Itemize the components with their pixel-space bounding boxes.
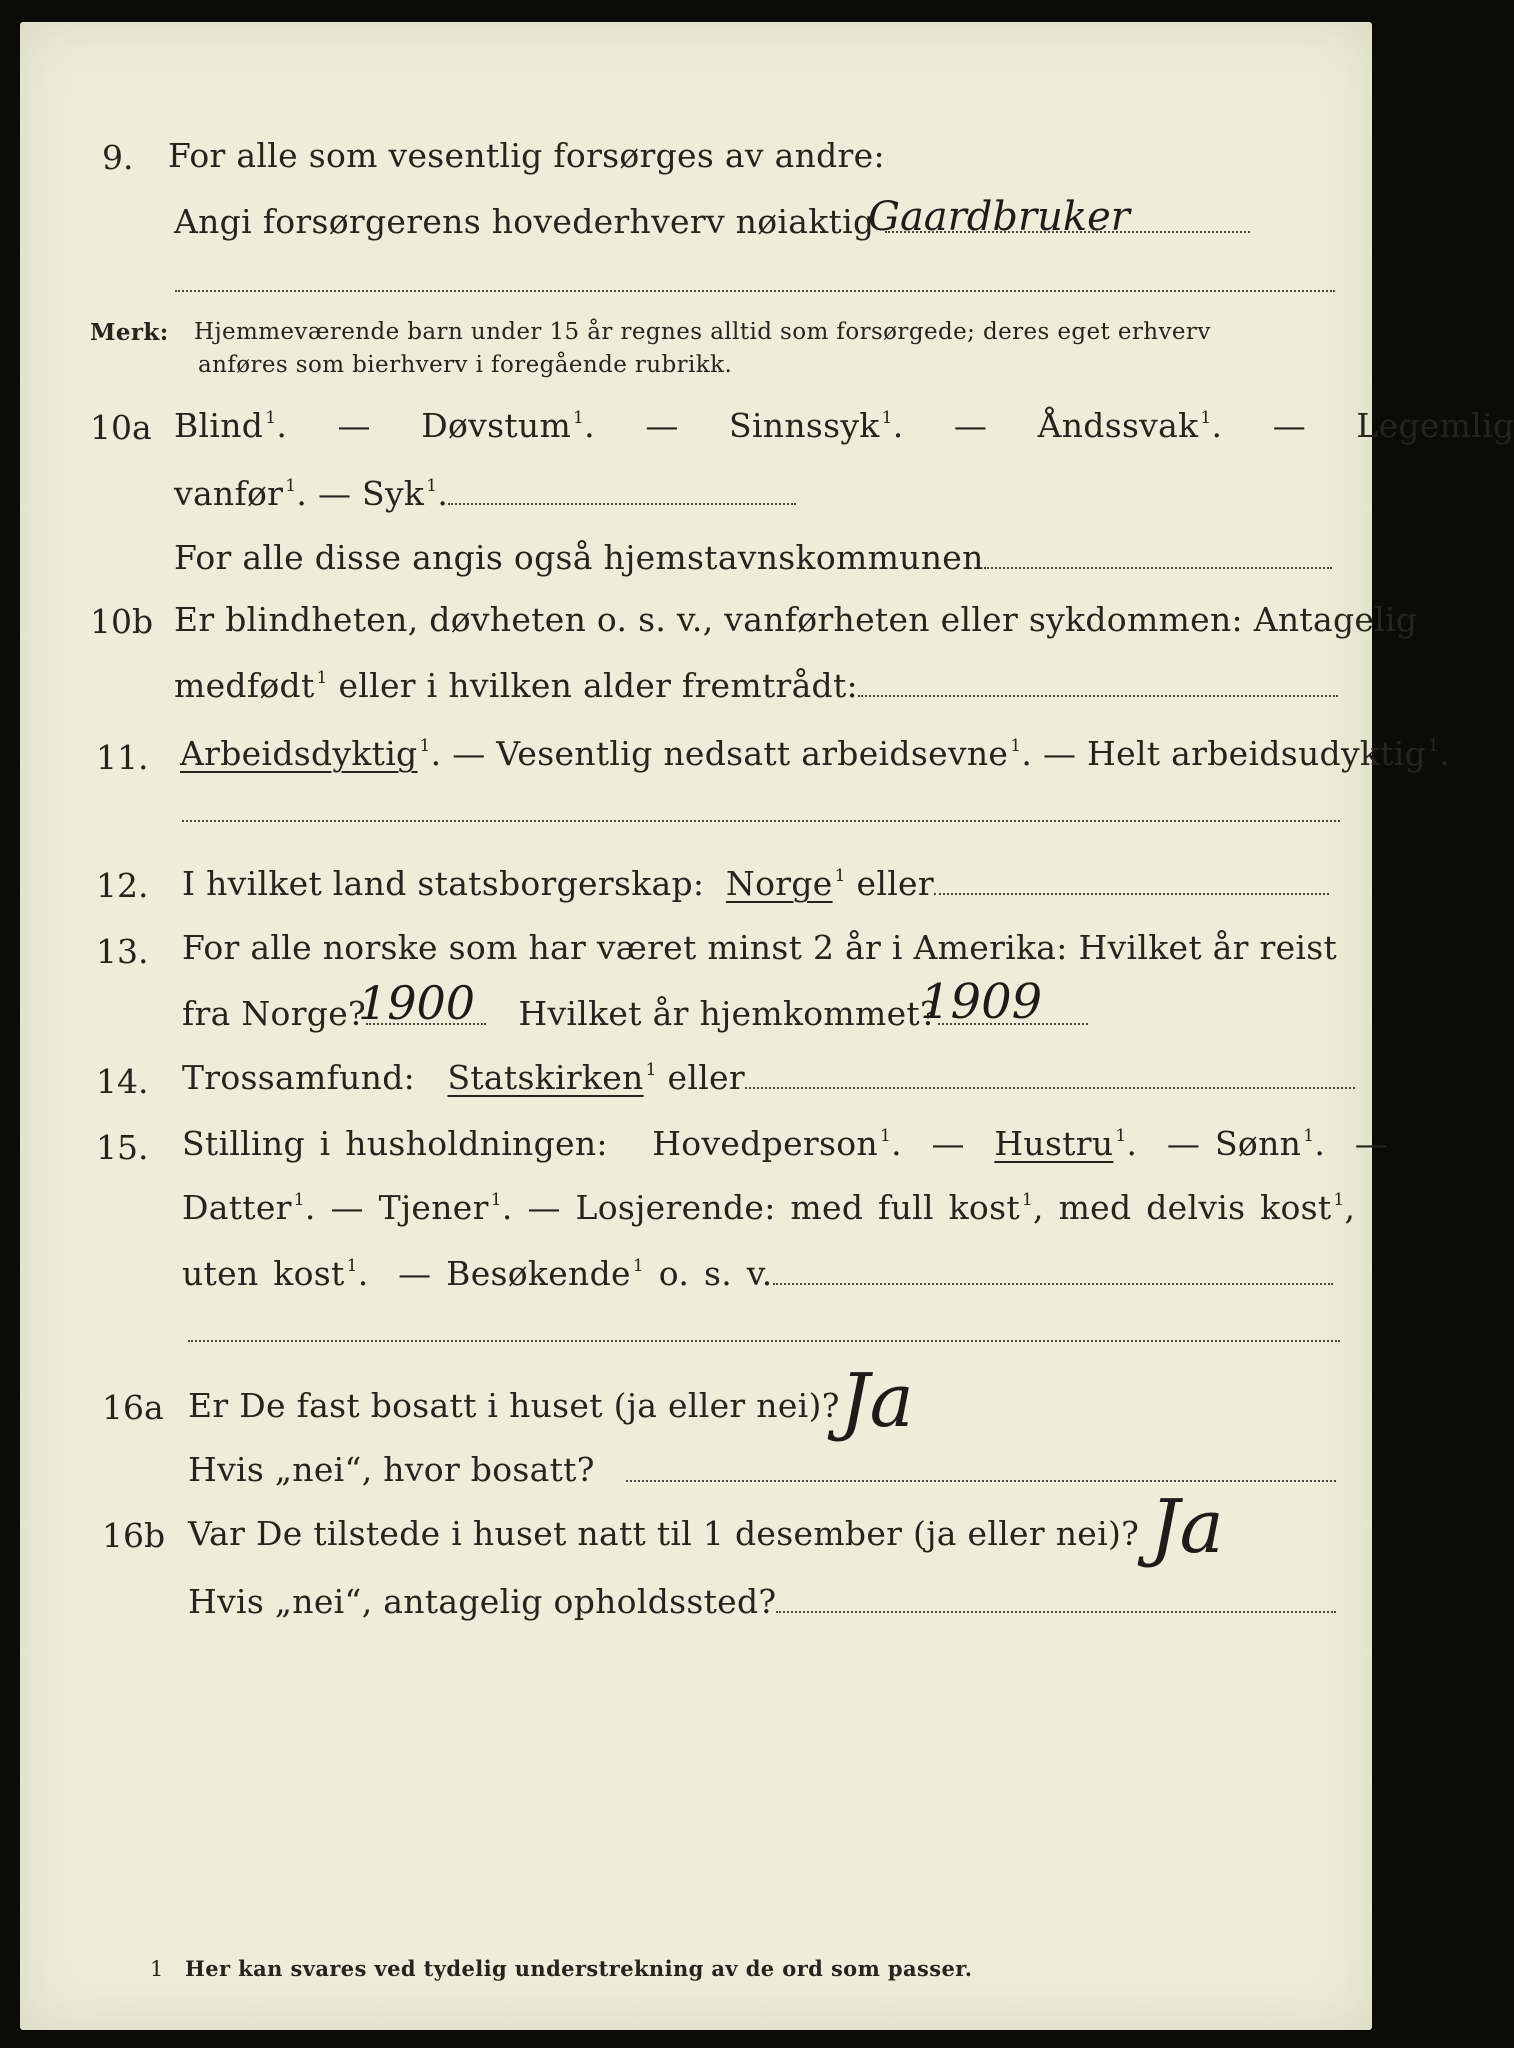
- option-legemlig: Legemlig: [1356, 406, 1514, 445]
- q11-line: Arbeidsdyktig $^1$. — Vesentlig nedsatt arbeidsevne $^1$. — Helt arbeidsudyktig $^1$.: [180, 734, 1450, 773]
- q16b-handwritten-answer: Ja: [1150, 1484, 1224, 1570]
- option-delvis-kost: , med delvis kost: [1033, 1188, 1332, 1227]
- q13-hjemkommet-question: Hvilket år hjemkommet?: [518, 994, 938, 1033]
- q9-line1: For alle som vesentlig forsørges av andre:: [168, 136, 885, 175]
- option-eller: eller: [856, 864, 934, 903]
- q10a-hjemstavn-question: For alle disse angis også hjemstavnskommunen: [174, 538, 984, 577]
- q15-continuation-line: [188, 1340, 1340, 1342]
- q12-number: 12.: [96, 866, 149, 905]
- q10b-line2: medfødt $^1$ eller i hvilken alder fremtrådt:: [174, 666, 1338, 705]
- dash: —: [1272, 406, 1306, 445]
- q15-line3: uten kost $^1$. — Besøkende $^1$ o. s. v.: [182, 1254, 1333, 1293]
- option-helt-arbeidsudyktig: — Helt arbeidsudyktig: [1042, 734, 1427, 773]
- option-uten-kost: uten kost: [182, 1254, 345, 1293]
- option-hovedperson: Hovedperson: [652, 1124, 878, 1163]
- q14-number: 14.: [96, 1062, 149, 1101]
- q10a-line2: vanfør $^1$. — Syk $^1$.: [174, 474, 796, 513]
- footnote-text: Her kan svares ved tydelig understrekning av de ord som passer.: [185, 1956, 973, 1981]
- option-medfodt: medfødt: [174, 666, 315, 705]
- option-sonn: — Sønn: [1166, 1124, 1302, 1163]
- q13-number: 13.: [96, 932, 149, 971]
- option-tjener: — Tjener: [330, 1188, 489, 1227]
- q15-line1: Stilling i husholdningen: Hovedperson $^1$. — Hustru $^1$. — Sønn $^1$. —: [182, 1124, 1388, 1163]
- q15-number: 15.: [96, 1128, 149, 1167]
- q16a-number: 16a: [102, 1388, 164, 1427]
- q12-answer-line: [934, 893, 1329, 895]
- q16b-line2: [188, 1582, 1336, 1621]
- q10a-line3: [174, 538, 1332, 577]
- q9-handwritten-answer: Gaardbruker: [868, 194, 1130, 240]
- footnote: [150, 1956, 972, 1981]
- q16a-handwritten-answer: Ja: [840, 1358, 914, 1444]
- option-datter: Datter: [182, 1188, 292, 1227]
- q16b-answer-line: [776, 1611, 1336, 1613]
- q11-number: 11.: [96, 738, 149, 777]
- q10b-answer-line: [858, 695, 1338, 697]
- dash: —: [1354, 1124, 1388, 1163]
- q13-handwritten-year-hjemkommet: 1909: [920, 974, 1043, 1030]
- census-form-page: [20, 22, 1514, 2030]
- q10b-number: 10b: [90, 602, 154, 641]
- q16b-number: 16b: [102, 1516, 166, 1555]
- dash: —: [337, 406, 371, 445]
- q14-question: Trossamfund:: [182, 1058, 416, 1097]
- q13-line1: For alle norske som har været minst 2 år i Amerika: Hvilket år reist: [182, 928, 1338, 967]
- q9-question: Angi forsørgerens hovederhverv nøiaktig: [174, 202, 875, 241]
- option-blind: Blind: [174, 406, 264, 445]
- option-statskirken-underlined: Statskirken: [447, 1058, 644, 1097]
- merk-line2: anføres som bierhverv i foregående rubrikk.: [198, 352, 733, 378]
- q14-line: Trossamfund: Statskirken $^1$ eller: [182, 1058, 1355, 1097]
- q16a-answer-line: [626, 1480, 1336, 1482]
- q16b-opholdssted-question: Hvis „nei“, antagelig opholdssted?: [188, 1582, 777, 1621]
- q10a-hjemstavn-line: [984, 567, 1332, 569]
- option-andssvak: Åndssvak: [1037, 406, 1199, 445]
- dash: —: [953, 406, 988, 445]
- q10a-answer-line: [448, 503, 796, 505]
- option-vanfor: vanfør: [174, 474, 284, 513]
- option-besokende: — Besøkende: [398, 1254, 631, 1293]
- q9-continuation-line: [175, 290, 1335, 292]
- option-eller: eller: [667, 1058, 745, 1097]
- q15-answer-line: [773, 1283, 1333, 1285]
- q13-reist-question: fra Norge?: [182, 994, 367, 1033]
- q15-line2: Datter $^1$. — Tjener $^1$. — Losjerende: med full kost $^1$, med delvis kost $^1$,: [182, 1188, 1356, 1227]
- q12-line: I hvilket land statsborgerskap: Norge $^1$ eller: [182, 864, 1329, 903]
- option-syk: — Syk: [317, 474, 425, 513]
- q14-answer-line: [745, 1087, 1355, 1089]
- q15-question: Stilling i husholdningen:: [182, 1124, 608, 1163]
- merk-label: Merk:: [90, 319, 169, 346]
- q10a-number: 10a: [90, 408, 152, 447]
- footnote-mark: 1: [150, 1957, 164, 1981]
- dash: —: [645, 406, 679, 445]
- q16a-line2: Hvis „nei“, hvor bosatt?: [188, 1450, 595, 1489]
- option-sinnssyk: Sinnssyk: [729, 406, 880, 445]
- dash: —: [931, 1124, 965, 1163]
- option-norge-underlined: Norge: [725, 864, 833, 903]
- option-losjerende-full-kost: — Losjerende: med full kost: [527, 1188, 1020, 1227]
- q16a-line1: Er De fast bosatt i huset (ja eller nei)?: [188, 1386, 840, 1425]
- q9-number: 9.: [102, 138, 134, 177]
- option-dovstum: Døvstum: [421, 406, 572, 445]
- option-hustru-underlined: Hustru: [994, 1124, 1114, 1163]
- q11-continuation-line: [182, 820, 1340, 822]
- q10a-line1: Blind $^1$. — Døvstum $^1$. — Sinnssyk $^1$. — Åndssvak $^1$. — Legemlig: [174, 406, 1514, 445]
- q16b-line1: Var De tilstede i huset natt til 1 desember (ja eller nei)?: [188, 1514, 1140, 1553]
- q12-question: I hvilket land statsborgerskap:: [182, 864, 705, 903]
- merk-line1: Hjemmeværende barn under 15 år regnes alltid som forsørgede; deres eget erhverv: [194, 319, 1211, 345]
- option-osv: o. s. v.: [658, 1254, 773, 1293]
- q10b-alder-question: eller i hvilken alder fremtrådt:: [338, 666, 858, 705]
- q13-handwritten-year-reist: 1900: [358, 976, 476, 1030]
- option-nedsatt-arbeidsevne: — Vesentlig nedsatt arbeidsevne: [452, 734, 1009, 773]
- q10b-line1: Er blindheten, døvheten o. s. v., vanførheten eller sykdommen: Antagelig: [174, 600, 1418, 639]
- option-arbeidsdyktig-underlined: Arbeidsdyktig: [180, 734, 418, 773]
